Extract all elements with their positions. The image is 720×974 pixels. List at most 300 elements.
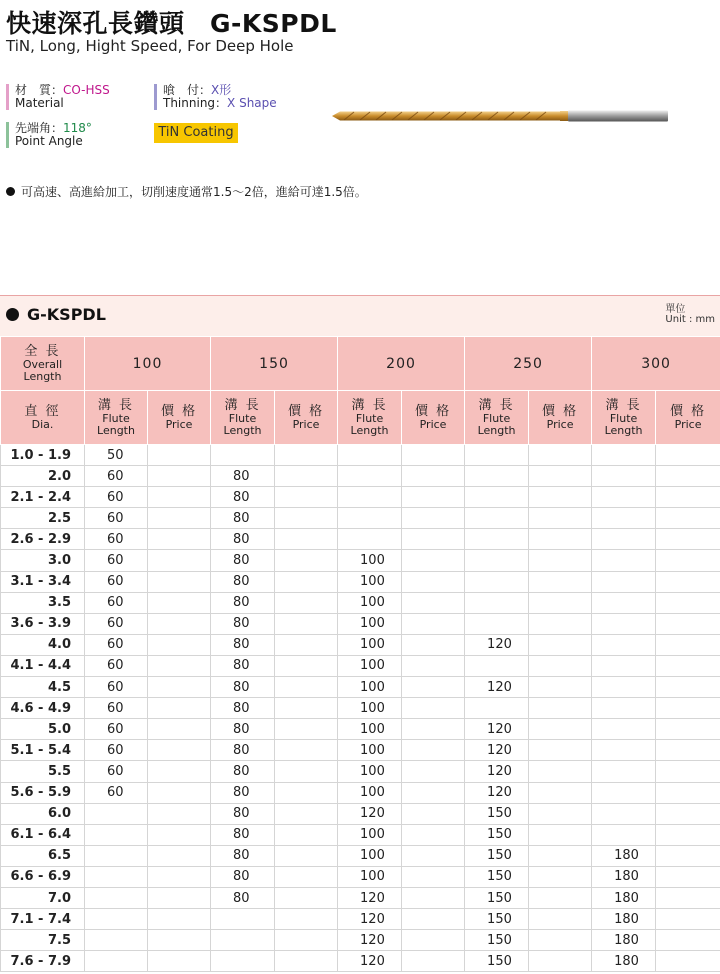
flute-length-cell: 100 <box>338 719 402 740</box>
flute-length-cell: 60 <box>85 719 148 740</box>
price-cell <box>529 951 592 972</box>
table-row <box>1 445 720 466</box>
flute-length-cell <box>592 571 656 592</box>
flute-length-cell: 120 <box>465 634 529 655</box>
price-cell <box>402 634 465 655</box>
price-cell <box>656 529 720 550</box>
dia-cell: 3.0 <box>1 550 85 571</box>
dia-header <box>1 391 85 445</box>
price-header-150: 價 格 Price <box>275 391 338 445</box>
flute-length-cell: 60 <box>85 466 148 487</box>
price-cell <box>148 866 211 887</box>
material-label-en: Material <box>15 96 64 110</box>
flute-length-cell <box>338 508 402 529</box>
flute-length-cell: 100 <box>338 613 402 634</box>
flute-length-cell: 100 <box>338 824 402 845</box>
price-cell <box>529 930 592 951</box>
flute-length-cell: 60 <box>85 698 148 719</box>
flute-length-cell: 100 <box>338 677 402 698</box>
flute-length-cell: 60 <box>85 782 148 803</box>
price-header-100: 價 格 Price <box>148 391 211 445</box>
flute-length-cell: 80 <box>211 866 275 887</box>
flute-length-cell: 120 <box>465 740 529 761</box>
flute-length-cell <box>592 445 656 466</box>
flute-length-cell <box>85 930 148 951</box>
flute-length-cell: 100 <box>338 782 402 803</box>
price-cell <box>529 677 592 698</box>
flute-length-cell <box>85 887 148 908</box>
price-cell <box>402 719 465 740</box>
flute-length-cell <box>85 845 148 866</box>
flute-length-cell <box>592 761 656 782</box>
flute-length-cell: 100 <box>338 845 402 866</box>
price-cell <box>529 740 592 761</box>
flute-length-cell: 100 <box>338 571 402 592</box>
flute-length-cell <box>465 571 529 592</box>
drill-bit-image <box>330 105 670 127</box>
flute-length-cell <box>338 466 402 487</box>
price-cell <box>656 571 720 592</box>
price-cell <box>402 571 465 592</box>
dia-cell: 2.1 - 2.4 <box>1 487 85 508</box>
price-cell <box>402 655 465 676</box>
overall-length-header <box>1 337 85 391</box>
material-value: CO-HSS <box>63 83 110 97</box>
flute-length-cell: 60 <box>85 655 148 676</box>
flute-length-cell: 80 <box>211 655 275 676</box>
price-cell <box>275 866 338 887</box>
flute-length-header-200: 溝 長 Flute Length <box>338 391 402 445</box>
page-subtitle: TiN, Long, Hight Speed, For Deep Hole <box>6 37 294 55</box>
flute-length-cell: 60 <box>85 761 148 782</box>
price-cell <box>529 845 592 866</box>
flute-length-cell: 80 <box>211 887 275 908</box>
flute-length-cell: 120 <box>465 677 529 698</box>
flute-length-cell: 150 <box>465 887 529 908</box>
price-cell <box>529 487 592 508</box>
table-row <box>1 655 720 676</box>
price-cell <box>402 761 465 782</box>
price-cell <box>275 887 338 908</box>
spec-thinning <box>154 84 277 110</box>
dia-header-en: Dia. <box>31 417 54 431</box>
price-cell <box>148 719 211 740</box>
flute-length-cell: 150 <box>465 866 529 887</box>
flute-length-cell <box>85 951 148 972</box>
flute-length-cell: 50 <box>85 445 148 466</box>
table-row <box>1 698 720 719</box>
flute-length-cell: 80 <box>211 550 275 571</box>
table-row <box>1 613 720 634</box>
flute-length-cell: 80 <box>211 508 275 529</box>
coating-badge: TiN Coating <box>154 123 238 143</box>
flute-length-cell <box>592 677 656 698</box>
table-row <box>1 719 720 740</box>
flute-length-cell: 100 <box>338 550 402 571</box>
section-title-text: G-KSPDL <box>27 305 106 324</box>
price-cell <box>148 550 211 571</box>
price-cell <box>275 634 338 655</box>
unit-label-zh: 單位 <box>665 304 686 315</box>
flute-length-cell <box>85 909 148 930</box>
price-cell <box>656 698 720 719</box>
price-cell <box>148 466 211 487</box>
price-cell <box>275 487 338 508</box>
flute-length-cell: 80 <box>211 782 275 803</box>
price-cell <box>402 487 465 508</box>
flute-length-cell: 60 <box>85 613 148 634</box>
flute-length-cell: 120 <box>338 951 402 972</box>
table-row <box>1 550 720 571</box>
price-cell <box>529 782 592 803</box>
flute-length-cell: 80 <box>211 719 275 740</box>
price-cell <box>275 698 338 719</box>
flute-length-cell <box>465 508 529 529</box>
price-cell <box>656 508 720 529</box>
price-cell <box>529 803 592 824</box>
table-row <box>1 487 720 508</box>
price-cell <box>402 930 465 951</box>
table-row <box>1 782 720 803</box>
flute-length-cell <box>465 466 529 487</box>
price-cell <box>275 845 338 866</box>
price-cell <box>656 550 720 571</box>
price-cell <box>148 845 211 866</box>
price-cell <box>656 655 720 676</box>
price-cell <box>402 550 465 571</box>
dia-cell: 4.5 <box>1 677 85 698</box>
price-cell <box>529 909 592 930</box>
dia-cell: 3.6 - 3.9 <box>1 613 85 634</box>
price-cell <box>148 655 211 676</box>
length-header-300: 300 <box>592 337 720 391</box>
price-header-250: 價 格 Price <box>529 391 592 445</box>
page-title: 快速深孔長鑽頭 G-KSPDL <box>6 9 337 38</box>
price-cell <box>656 887 720 908</box>
price-cell <box>275 951 338 972</box>
flute-length-cell: 180 <box>592 887 656 908</box>
dia-cell: 2.5 <box>1 508 85 529</box>
flute-length-header-300: 溝 長 Flute Length <box>592 391 656 445</box>
price-cell <box>656 845 720 866</box>
price-cell <box>529 571 592 592</box>
price-cell <box>656 782 720 803</box>
table-row <box>1 592 720 613</box>
table-row <box>1 761 720 782</box>
price-cell <box>402 466 465 487</box>
flute-length-cell <box>211 909 275 930</box>
point-angle-label-zh: 先端角： <box>15 121 64 135</box>
price-cell <box>656 592 720 613</box>
price-cell <box>529 655 592 676</box>
dia-cell: 6.0 <box>1 803 85 824</box>
dia-cell: 6.6 - 6.9 <box>1 866 85 887</box>
flute-length-cell: 100 <box>338 634 402 655</box>
price-cell <box>148 887 211 908</box>
price-cell <box>402 824 465 845</box>
price-cell <box>148 592 211 613</box>
flute-length-cell: 80 <box>211 803 275 824</box>
price-cell <box>275 824 338 845</box>
price-cell <box>529 761 592 782</box>
price-cell <box>402 613 465 634</box>
flute-length-cell <box>592 487 656 508</box>
dia-cell: 4.6 - 4.9 <box>1 698 85 719</box>
flute-length-cell: 60 <box>85 634 148 655</box>
price-cell <box>656 824 720 845</box>
flute-length-cell: 120 <box>465 719 529 740</box>
dia-cell: 6.1 - 6.4 <box>1 824 85 845</box>
table-row <box>1 508 720 529</box>
price-cell <box>656 487 720 508</box>
dia-cell: 2.0 <box>1 466 85 487</box>
price-cell <box>148 761 211 782</box>
flute-length-cell: 80 <box>211 529 275 550</box>
flute-length-cell: 150 <box>465 845 529 866</box>
dia-cell: 4.1 - 4.4 <box>1 655 85 676</box>
price-cell <box>275 508 338 529</box>
flute-length-cell <box>211 951 275 972</box>
point-angle-label-en: Point Angle <box>15 134 83 148</box>
flute-length-cell <box>592 740 656 761</box>
flute-length-cell: 100 <box>338 761 402 782</box>
price-cell <box>656 719 720 740</box>
dia-cell: 3.5 <box>1 592 85 613</box>
price-cell <box>656 445 720 466</box>
point-angle-value: 118° <box>63 121 92 135</box>
flute-length-cell: 120 <box>465 761 529 782</box>
price-cell <box>656 740 720 761</box>
spec-material <box>6 84 110 110</box>
dia-cell: 7.6 - 7.9 <box>1 951 85 972</box>
flute-length-cell <box>211 445 275 466</box>
flute-length-cell: 80 <box>211 571 275 592</box>
flute-length-cell: 80 <box>211 761 275 782</box>
price-cell <box>148 508 211 529</box>
thinning-label-en: Thinning： <box>163 96 228 110</box>
flute-length-cell <box>592 466 656 487</box>
flute-length-cell <box>211 930 275 951</box>
flute-length-cell: 120 <box>338 909 402 930</box>
overall-length-zh: 全 長 <box>24 343 61 359</box>
price-cell <box>529 466 592 487</box>
flute-length-cell: 80 <box>211 592 275 613</box>
price-cell <box>529 550 592 571</box>
table-row <box>1 634 720 655</box>
flute-length-cell <box>592 719 656 740</box>
flute-length-cell: 120 <box>338 803 402 824</box>
flute-length-cell <box>592 634 656 655</box>
flute-length-cell: 80 <box>211 845 275 866</box>
flute-length-cell: 60 <box>85 508 148 529</box>
price-cell <box>148 634 211 655</box>
flute-length-header-150: 溝 長 Flute Length <box>211 391 275 445</box>
flute-length-cell: 80 <box>211 487 275 508</box>
flute-length-cell <box>465 613 529 634</box>
table-row <box>1 529 720 550</box>
flute-length-cell: 100 <box>338 698 402 719</box>
dia-cell: 4.0 <box>1 634 85 655</box>
flute-length-cell <box>465 487 529 508</box>
bullet-dot-icon <box>6 308 19 321</box>
flute-length-cell <box>592 824 656 845</box>
flute-length-cell <box>592 655 656 676</box>
price-cell <box>148 445 211 466</box>
price-cell <box>529 634 592 655</box>
flute-length-cell: 150 <box>465 909 529 930</box>
table-body <box>1 445 720 972</box>
flute-length-cell: 150 <box>465 803 529 824</box>
table-row <box>1 930 720 951</box>
price-cell <box>275 761 338 782</box>
flute-length-cell <box>592 803 656 824</box>
price-cell <box>402 592 465 613</box>
price-cell <box>402 782 465 803</box>
flute-length-cell: 180 <box>592 866 656 887</box>
price-cell <box>275 677 338 698</box>
price-cell <box>275 909 338 930</box>
flute-length-cell: 150 <box>465 930 529 951</box>
price-cell <box>148 698 211 719</box>
flute-length-cell <box>592 550 656 571</box>
flute-length-cell: 150 <box>465 951 529 972</box>
price-cell <box>656 803 720 824</box>
length-header-100: 100 <box>85 337 211 391</box>
price-cell <box>148 677 211 698</box>
price-cell <box>656 866 720 887</box>
thinning-value-zh: X形 <box>211 83 232 97</box>
price-cell <box>656 677 720 698</box>
flute-length-cell: 80 <box>211 466 275 487</box>
flute-length-cell: 100 <box>338 592 402 613</box>
price-cell <box>148 613 211 634</box>
flute-length-cell: 80 <box>211 613 275 634</box>
table-row <box>1 571 720 592</box>
flute-length-cell: 120 <box>465 782 529 803</box>
price-cell <box>402 677 465 698</box>
section-header <box>0 295 720 336</box>
thinning-label-zh: 喰 付： <box>163 83 212 97</box>
table-row <box>1 677 720 698</box>
bullet-dot-icon <box>6 187 15 196</box>
dia-cell: 5.0 <box>1 719 85 740</box>
price-cell <box>275 803 338 824</box>
price-cell <box>529 698 592 719</box>
material-label-zh: 材 質： <box>15 83 64 97</box>
flute-length-cell <box>85 866 148 887</box>
flute-length-cell: 100 <box>338 740 402 761</box>
price-cell <box>402 445 465 466</box>
feature-note <box>6 183 367 200</box>
table-row <box>1 740 720 761</box>
flute-length-cell: 80 <box>211 634 275 655</box>
price-cell <box>275 655 338 676</box>
dia-cell: 6.5 <box>1 845 85 866</box>
price-cell <box>148 803 211 824</box>
price-cell <box>275 571 338 592</box>
flute-length-cell: 80 <box>211 740 275 761</box>
price-cell <box>656 909 720 930</box>
price-cell <box>529 508 592 529</box>
price-cell <box>402 887 465 908</box>
price-cell <box>148 782 211 803</box>
price-cell <box>529 613 592 634</box>
price-cell <box>529 529 592 550</box>
price-header-300: 價 格 Price <box>656 391 720 445</box>
flute-length-cell <box>465 529 529 550</box>
price-cell <box>529 445 592 466</box>
price-cell <box>656 930 720 951</box>
flute-length-cell <box>338 445 402 466</box>
price-cell <box>148 571 211 592</box>
price-cell <box>275 592 338 613</box>
flute-length-cell: 60 <box>85 677 148 698</box>
thinning-value-en: X Shape <box>227 96 277 110</box>
price-cell <box>402 803 465 824</box>
price-cell <box>656 951 720 972</box>
price-cell <box>275 445 338 466</box>
header-row-overall <box>1 337 720 391</box>
flute-length-cell <box>592 782 656 803</box>
price-cell <box>148 930 211 951</box>
spec-table <box>0 336 720 972</box>
price-cell <box>148 824 211 845</box>
flute-length-cell: 100 <box>338 866 402 887</box>
price-cell <box>275 466 338 487</box>
price-cell <box>656 613 720 634</box>
price-cell <box>529 866 592 887</box>
dia-cell: 1.0 - 1.9 <box>1 445 85 466</box>
price-cell <box>148 487 211 508</box>
table-row <box>1 466 720 487</box>
flute-length-cell: 80 <box>211 677 275 698</box>
flute-length-cell: 80 <box>211 698 275 719</box>
table-row <box>1 909 720 930</box>
price-cell <box>275 782 338 803</box>
length-header-150: 150 <box>211 337 338 391</box>
price-cell <box>402 508 465 529</box>
flute-length-header-100: 溝 長 Flute Length <box>85 391 148 445</box>
price-cell <box>402 698 465 719</box>
table-row <box>1 887 720 908</box>
price-cell <box>275 930 338 951</box>
price-cell <box>275 529 338 550</box>
length-header-200: 200 <box>338 337 465 391</box>
price-cell <box>529 824 592 845</box>
price-cell <box>402 845 465 866</box>
dia-cell: 3.1 - 3.4 <box>1 571 85 592</box>
price-cell <box>529 719 592 740</box>
dia-cell: 7.1 - 7.4 <box>1 909 85 930</box>
feature-note-text: 可高速、高進給加工，切削速度通常1.5～2倍，進給可達1.5倍。 <box>21 185 367 199</box>
price-cell <box>148 529 211 550</box>
flute-length-cell: 180 <box>592 909 656 930</box>
price-cell <box>148 909 211 930</box>
flute-length-cell <box>85 824 148 845</box>
flute-length-cell <box>465 550 529 571</box>
flute-length-cell <box>465 698 529 719</box>
price-cell <box>148 740 211 761</box>
dia-header-zh: 直 徑 <box>24 403 61 419</box>
flute-length-cell: 60 <box>85 592 148 613</box>
table-row <box>1 803 720 824</box>
table-row <box>1 845 720 866</box>
table-row <box>1 866 720 887</box>
price-cell <box>402 951 465 972</box>
flute-length-cell: 120 <box>338 930 402 951</box>
dia-cell: 5.5 <box>1 761 85 782</box>
price-cell <box>529 592 592 613</box>
